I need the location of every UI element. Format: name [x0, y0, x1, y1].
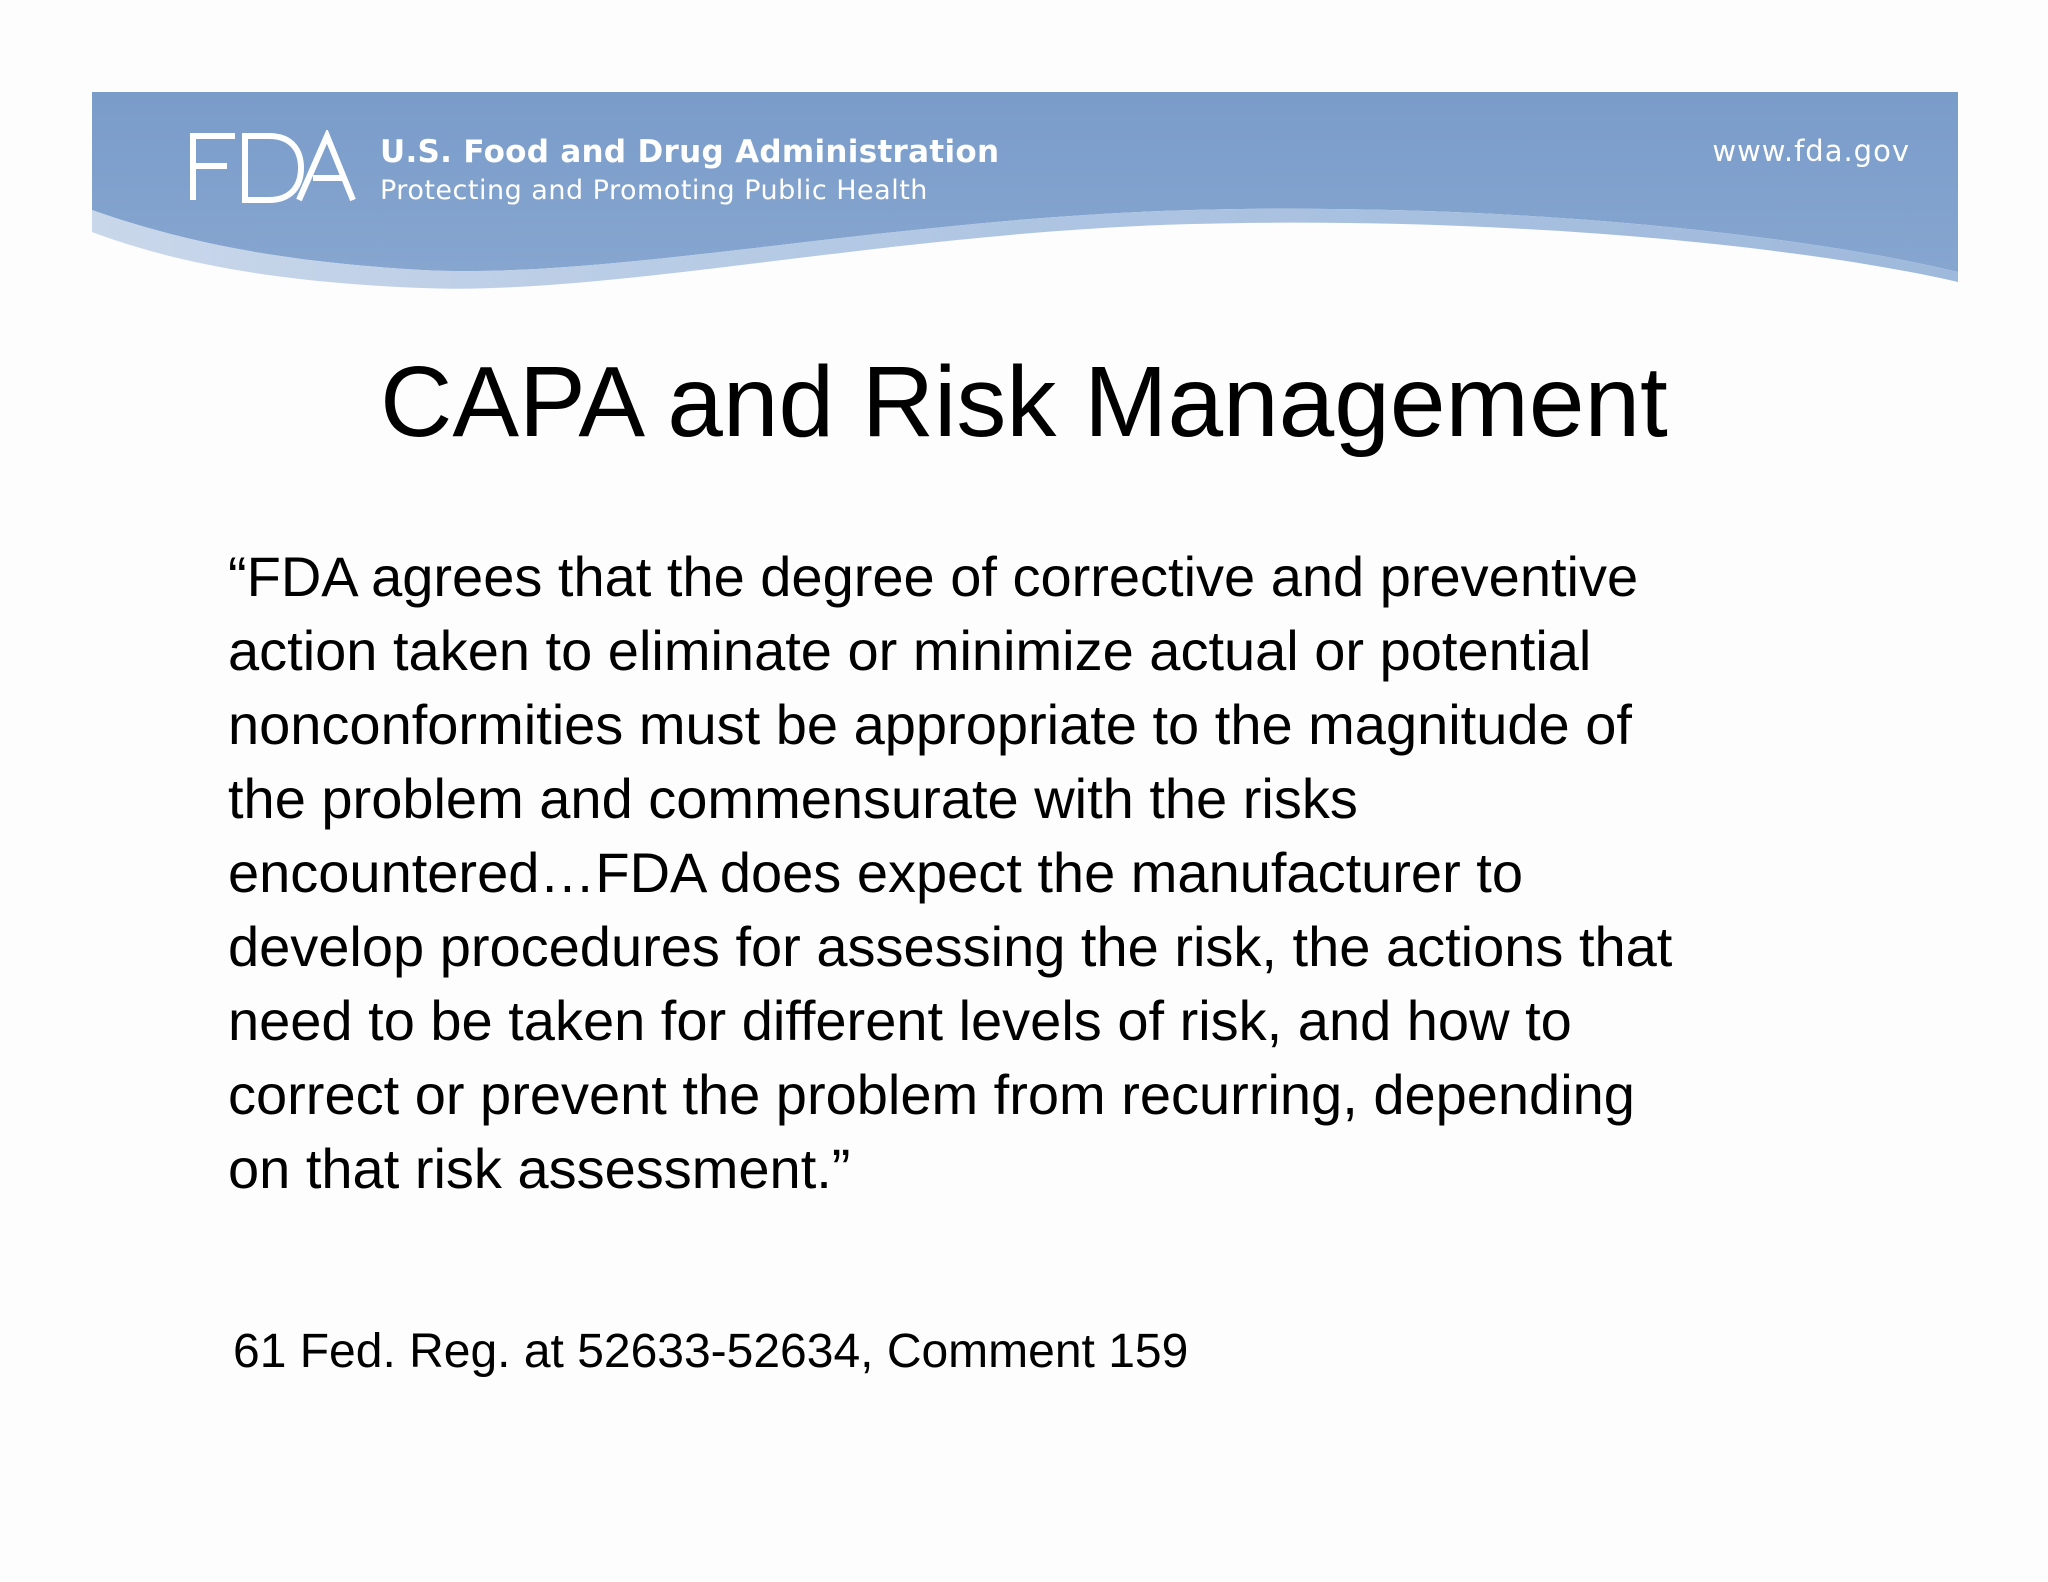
- quote-line: correct or prevent the problem from recurring, depending: [228, 1063, 1635, 1126]
- website-url[interactable]: www.fda.gov: [1712, 134, 1910, 168]
- quote-line: the problem and commensurate with the risks: [228, 767, 1358, 830]
- agency-tagline: Protecting and Promoting Public Health: [380, 175, 928, 206]
- fda-logo: [187, 130, 357, 206]
- quote-line: nonconformities must be appropriate to the magnitude of: [228, 693, 1632, 756]
- agency-name: U.S. Food and Drug Administration: [380, 134, 1000, 170]
- quote-line: encountered…FDA does expect the manufacturer to: [228, 841, 1523, 904]
- quote-line: on that risk assessment.”: [228, 1137, 851, 1200]
- banner-background: [92, 92, 1958, 302]
- quote-line: action taken to eliminate or minimize actual or potential: [228, 619, 1592, 682]
- quote-line: develop procedures for assessing the risk, the actions that: [228, 915, 1673, 978]
- quote-line: need to be taken for different levels of risk, and how to: [228, 989, 1572, 1052]
- quote-line: “FDA agrees that the degree of corrective and preventive: [228, 545, 1639, 608]
- slide-title: CAPA and Risk Management: [380, 346, 1668, 458]
- header-banner: [92, 92, 1958, 302]
- fda-logo-icon: [187, 130, 357, 206]
- quote-body: [228, 540, 1868, 1206]
- citation: 61 Fed. Reg. at 52633-52634, Comment 159: [233, 1325, 1189, 1378]
